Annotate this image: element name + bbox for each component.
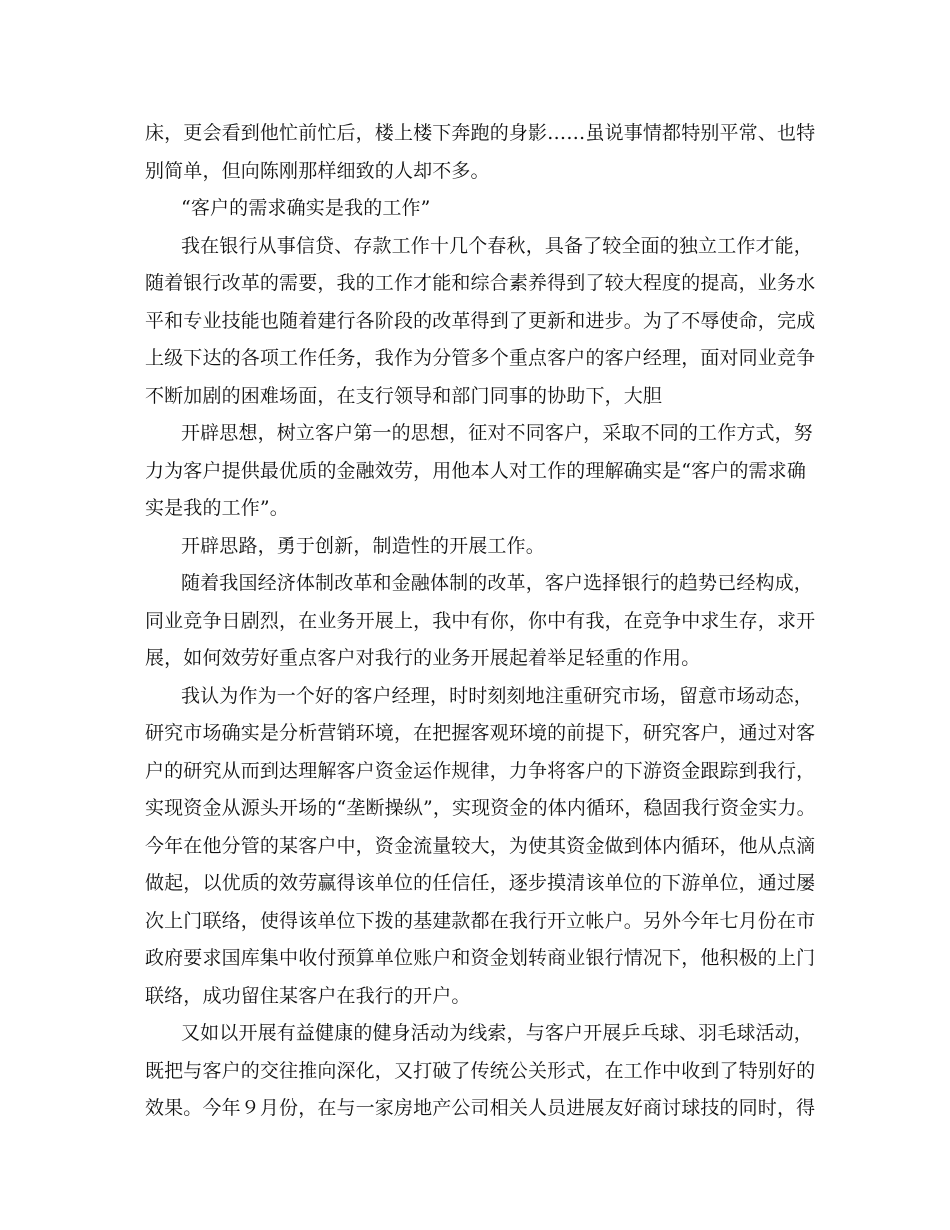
text-line: 做起，以优质的效劳赢得该单位的任信任，逐步摸清该单位的下游单位，通过屡 — [145, 872, 816, 894]
text-line: 随着我国经济体制改革和金融体制的改革，客户选择银行的趋势已经构成， — [181, 572, 813, 594]
text-line: 床，更会看到他忙前忙后，楼上楼下奔跑的身影……虽说事情都特别平常、也特 — [145, 122, 816, 144]
text-line: 又如以开展有益健康的健身活动为线索，与客户开展乒乓球、羽毛球活动， — [181, 1022, 813, 1044]
text-line: 效果。今年９月份，在与一家房地产公司相关人员进展友好商讨球技的同时，得 — [145, 1097, 816, 1119]
text-line: 实现资金从源头开场的“垄断操纵”，实现资金的体内循环，稳固我行资金实力。 — [145, 797, 816, 819]
text-line: 不断加剧的困难场面，在支行领导和部门同事的协助下，大胆 — [145, 384, 663, 407]
text-line: 开辟思想，树立客户第一的思想，征对不同客户，采取不同的工作方式，努 — [181, 422, 813, 444]
text-line: 平和专业技能也随着建行各阶段的改革得到了更新和进步。为了不辱使命，完成 — [145, 309, 816, 332]
text-line: 我在银行从事信贷、存款工作十几个春秋，具备了较全面的独立工作才能， — [181, 234, 813, 257]
text-line: “客户的需求确实是我的工作” — [181, 197, 431, 219]
text-line: 别简单，但向陈刚那样细致的人却不多。 — [145, 159, 490, 182]
text-line: 户的研究从而到达理解客户资金运作规律，力争将客户的下游资金跟踪到我行， — [145, 759, 816, 782]
text-line: 开辟思路，勇于创新，制造性的开展工作。 — [181, 534, 545, 557]
text-line: 同业竞争日剧烈，在业务开展上，我中有你，你中有我，在竞争中求生存，求开 — [145, 609, 816, 632]
text-line: 上级下达的各项工作任务，我作为分管多个重点客户的客户经理，面对同业竞争 — [145, 347, 816, 369]
text-line: 政府要求国库集中收付预算单位账户和资金划转商业银行情况下，他积极的上门 — [145, 947, 816, 969]
text-line: 研究市场确实是分析营销环境，在把握客观环境的前提下，研究客户，通过对客 — [145, 722, 816, 744]
text-line: 今年在他分管的某客户中，资金流量较大，为使其资金做到体内循环，他从点滴 — [145, 834, 816, 857]
document-page — [145, 115, 816, 1128]
text-line: 力为客户提供最优质的金融效劳，用他本人对工作的理解确实是“客户的需求确 — [145, 459, 806, 482]
text-line: 实是我的工作”。 — [145, 497, 289, 519]
text-line: 随着银行改革的需要，我的工作才能和综合素养得到了较大程度的提高，业务水 — [145, 272, 816, 294]
text-line: 我认为作为一个好的客户经理，时时刻刻地注重研究市场，留意市场动态， — [181, 684, 813, 707]
text-line: 联络，成功留住某客户在我行的开户。 — [145, 984, 471, 1007]
text-line: 展，如何效劳好重点客户对我行的业务开展起着举足轻重的作用。 — [145, 647, 701, 669]
text-line: 次上门联络，使得该单位下拨的基建款都在我行开立帐户。另外今年七月份在市 — [145, 909, 816, 932]
text-line: 既把与客户的交往推向深化，又打破了传统公关形式，在工作中收到了特别好的 — [145, 1059, 816, 1082]
